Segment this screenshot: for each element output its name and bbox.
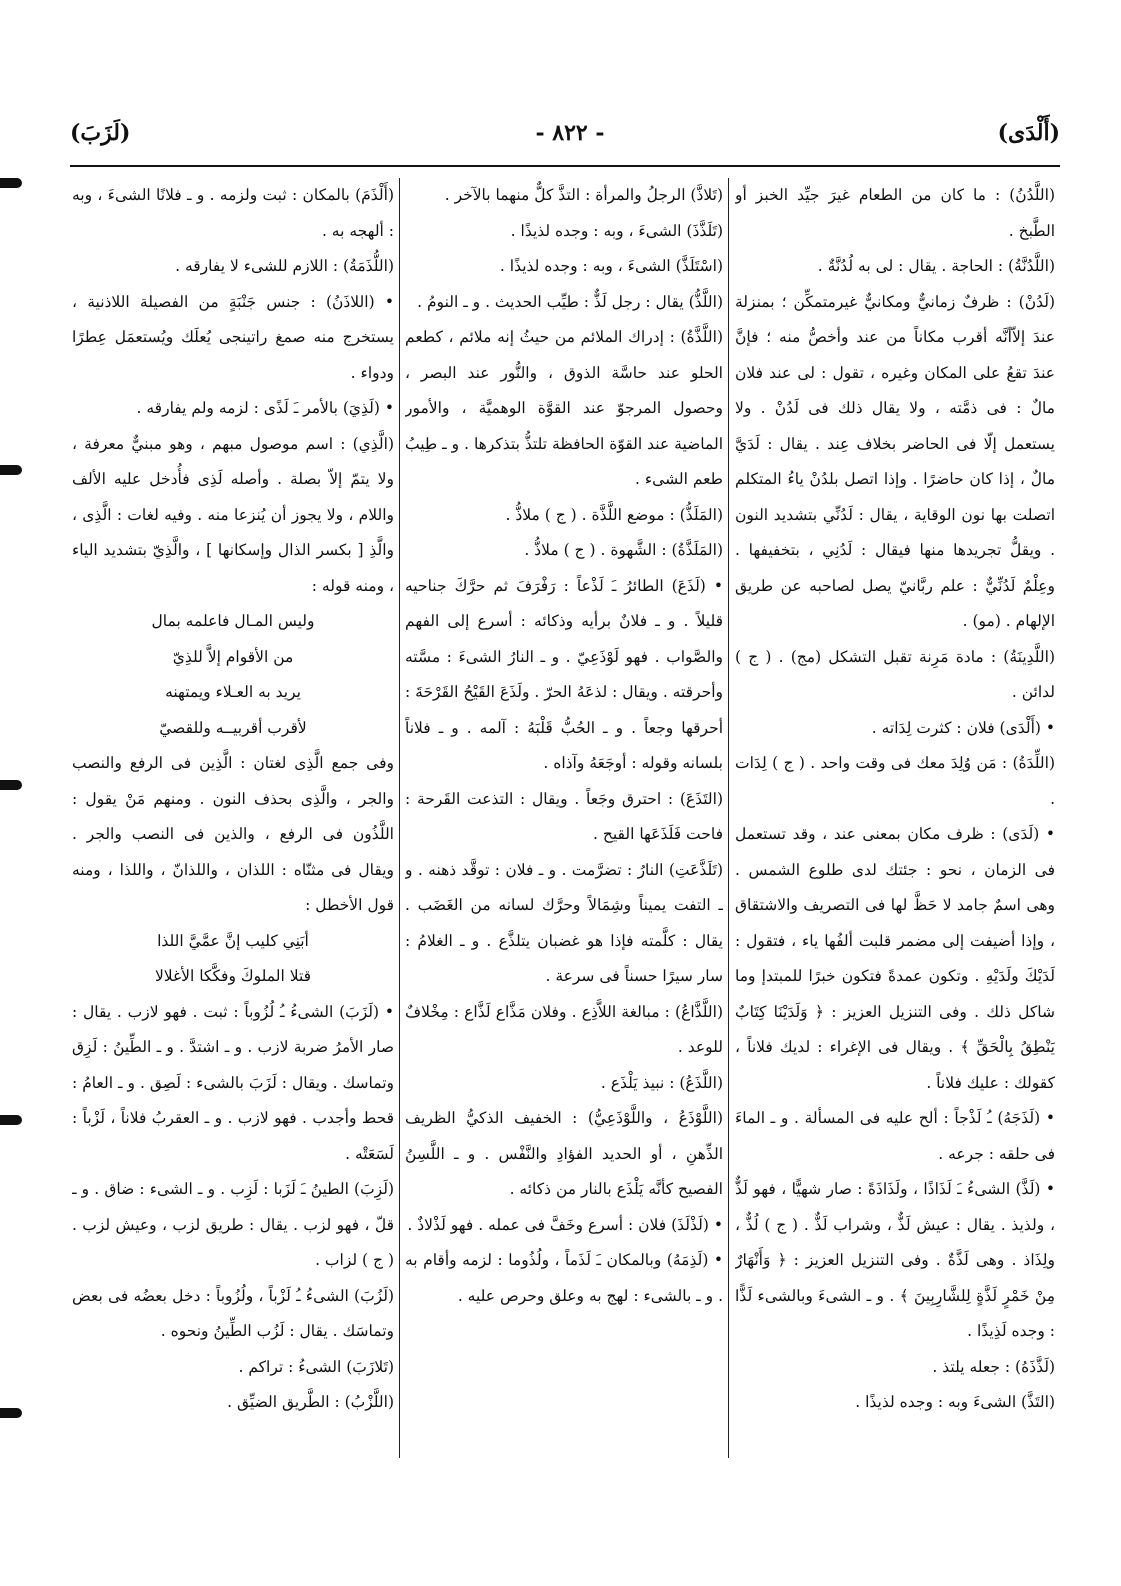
page-header xyxy=(70,120,1060,160)
dictionary-entry: • (لَذَّ) الشىءُ ـَ لَذَاذًا ، ولَذَاذَةً : صار شهيًّا ، فهو لَذٌّ ، ولذيذ . يقال : عيش لَذٌّ ، وشراب لَذٌّ . ( ج ) لُذٌّ ، ولِذَاذ . وهى لَذَّةٌ . وفى التنزيل العزيز : ﴿ وَأَنْهَارٌ مِنْ خَمْرٍ لَذَّةٍ لِلشَّارِبِينَ ﴾ . و ـ الشىءَ وبالشىء لَذًّا : وجده لَذِيذًا . xyxy=(735,1180,1055,1340)
dictionary-entry: (اللُّذَمَةُ) : اللازم للشىء لا يفارقه . xyxy=(175,257,394,275)
column-right xyxy=(735,178,1055,1568)
dictionary-entry: (تَلَذَّذَ) الشىءَ ، وبه : وجده لذيذًا . xyxy=(510,221,723,240)
dictionary-entry: • (لَذَعَ) الطائرُ ـَ لَذْعاً : رَفْرَفَ ثم حرَّكَ جناحيه قليلاً . و ـ فلانٌ برأيه وذكائه : أسرع إلى الفهم والصَّواب . فهو لَوْذَعِيّ . و ـ النارُ الشىءَ : مسَّته وأحرقته . ويقال : لذعَهُ الحرّ . ولَذَعَ القَيْحُ القَرْحَةَ : أحرقها وجعاً . و ـ الحُبُّ قَلْبَهُ : آلمه . و ـ فلاناً بلسانه وقوله : أوجَعَهُ وآذاه . xyxy=(405,576,723,772)
dictionary-entry: وفى جمع الَّذِى لغتان : الَّذِين فى الرفع والنصب والجر ، والَّذِى بحذف النون . ومنهم مَنْ يقول : اللَّذُون فى الرفع ، والذين فى النصب والجر . ويقال فى مثنّاه : اللذان ، واللذانّ ، واللذا ، ومنه قول الأخطل : xyxy=(72,754,394,914)
poem-verse: يريد به العـلاء ويمتهنه xyxy=(165,683,301,701)
dictionary-entry: (اللِّدَةُ) : مَن وُلِدَ معك فى وقت واحد . ( ج ) لِدَات . xyxy=(735,754,1055,808)
dictionary-entry: (اللَّذَعُ) : نبيذ يَلْذَع . xyxy=(600,1073,723,1092)
dictionary-entry: (تَلازَبَ) الشىءُ : تراكم . xyxy=(238,1357,394,1376)
header-right-word: (أَلْدَى) xyxy=(997,120,1060,146)
poem-verse: قتلا الملوكَ وفكَّكا الأغلالا xyxy=(154,967,312,985)
margin-mark xyxy=(0,465,22,475)
column-middle xyxy=(405,178,723,1568)
poem-verse: من الأقوام إلاَّ للذِيّ xyxy=(172,647,294,666)
dictionary-entry: (اسْتَلَذَّ) الشىءَ ، وبه : وجده لذيذًا . xyxy=(499,257,723,275)
dictionary-entry: (تَلاذَّ) الرجلُ والمرأة : التذَّ كلٌّ منهما بالآخر . xyxy=(444,186,723,204)
dictionary-entry: (المَلَذَّةُ) : الشَّهوة . ( ج ) ملاذُّ . xyxy=(524,541,723,559)
margin-mark xyxy=(0,780,22,790)
column-divider-left xyxy=(399,178,400,1458)
page-number: - ٨٢٢ - xyxy=(535,120,605,146)
dictionary-entry: • (أَلْدَى) فلان : كثرت لِدَاته . xyxy=(871,718,1055,737)
dictionary-entry: (اللَّذَّةُ) : إدراك الملائم من حيثُ إنه ملائم ، كطعم الحلو عند حاسَّة الذوق ، والنُّور عند البصر ، وحصول المرجوّ عند القوَّة الوهميَّة ، والأمور الماضية عند القوّة الحافظة تلتذُّ بتذكرها . و ـ طِيبُ طعم الشىء . xyxy=(405,328,723,488)
dictionary-entry: (اللَّذُّ) يقال : رجل لَذٌّ : طيِّب الحديث . و ـ النومُ . xyxy=(417,292,723,311)
dictionary-entry: (الَّذِي) : اسم موصول مبهم ، وهو مبنيٌّ معرفة ، ولا يتمّ إلاّ بصلة . وأصله لَذِى فأُدخل عليه الألف واللام ، ولا يجوز أن يُنزعا منه . وفيه لغات : الَّذِى ، والَّذِ [ بكسر الذال وإسكانها ] ، والَّذِيّ بتشديد الياء ، ومنه قوله : xyxy=(72,434,394,595)
dictionary-entry: • (لَذْلَذَ) فلان : أسرع وخَفَّ فى عمله . فهو لَذْلاذٌ . xyxy=(407,1215,723,1234)
dictionary-entry: (التَذَعَ) : احترق وجَعاً . ويقال : التذعت القَرحة : فاحت فَلَذَعَها القيح . xyxy=(405,789,723,843)
column-left xyxy=(72,178,394,1568)
header-left-word: (لَزَبَ) xyxy=(70,120,131,146)
dictionary-entry: (لَزُبَ) الشىءُ ـُ لَزْباً ، ولُزُوباً : دخل بعضُه فى بعض وتماسَك . يقال : لَزُب الطِّينُ ونحوه . xyxy=(72,1286,394,1340)
header-rule xyxy=(70,165,1060,167)
dictionary-entry: (اللَّذَّاعُ) : مبالغة اللاَّذِع . وفلان مَذَّاع لَذَّاع : مِخْلافٌ للوعد . xyxy=(405,1002,723,1056)
column-divider-right xyxy=(728,178,729,1458)
dictionary-entry: (اللَّوْذَعُ ، واللَّوْذَعِيُّ) : الخفيف الذكيُّ الظريف الذِّهنِ ، أو الحديد الفؤادِ والنَّفْس . و ـ اللَّسِنُ الفصيح كأنَّه يَلْذَع بالنار من ذكائه . xyxy=(405,1109,723,1198)
dictionary-entry: (اللَّدُنَّةُ) : الحاجة . يقال : لى به لُدُنَّةٌ . xyxy=(817,257,1055,275)
dictionary-entry: • (لَذِيَ) بالأمر ـَ لَذًى : لزمه ولم يفارقه . xyxy=(136,399,394,417)
margin-mark xyxy=(0,178,22,188)
dictionary-entry: (التَذَّ) الشىءَ وبه : وجده لذيذًا . xyxy=(855,1393,1055,1411)
dictionary-entry: (المَلَذُّ) : موضع اللَّذَّة . ( ج ) ملاذُّ . xyxy=(505,505,723,524)
margin-mark xyxy=(0,1408,22,1418)
margin-mark xyxy=(0,1115,22,1125)
dictionary-entry: • (لَذِمَهُ) وبالمكان ـَ لَذَماً ، ولُذُوما : لزمه وأقام به . و ـ بالشىء : لهج به وعلق وحرص عليه . xyxy=(405,1251,723,1305)
dictionary-entry: • (اللاذَنُ) : جنس جَنْبَةٍ من الفصيلة اللاذنية ، يستخرج منه صمغ راتينجى يُعلَك ويُستعمَل عِطرًا ودواء . xyxy=(72,292,394,382)
poem-verse: لأقرب أقربيــه وللقصيّ xyxy=(159,718,307,737)
dictionary-entry: (تَلَذَّعَتِ) النارُ : تضرَّمت . و ـ فلان : توقَّد ذهنه . و ـ التفت يميناً وشِمَالاً وحرَّك لسانه من الغَضَب . يقال : كلَّمته فإذا هو غضبان يتلذَّع . و ـ الغلامُ : سار سيرًا حسناً فى سرعة . xyxy=(405,860,723,985)
dictionary-entry: • (لَزَبَ) الشىءُ ـُ لُزُوباً : ثبت . فهو لازب . يقال : صار الأمرُ ضربة لازب . و ـ اشتدَّ . و ـ الطِّينُ : لَزِق وتماسك . ويقال : لَزَبَ بالشىء : لَصِق . و ـ العامُ : قحط وأجدب . فهو لازب . و ـ العقربُ فلاناً ، لَزْباً : لَسَعَتْه . xyxy=(72,1002,394,1163)
dictionary-entry: • (لَدَى) : ظرف مكان بمعنى عند ، وقد تستعمل فى الزمان ، نحو : جئتك لدى طلوع الشمس . وهى اسمٌ جامد لا حَظَّ لها فى التصريف والاشتقاق ، وإذا أضيفت إلى مضمر قلبت ألفُها ياء ، فتقول : لَدَيْكَ ولَدَيْهِ . وتكون عمدةً فتكون خبرًا للمبتدإ وما شاكل ذلك . وفى التنزيل العزيز : ﴿ وَلَدَيْنَا كِتَابٌ يَنْطِقُ بِالْحَقِّ ﴾ . ويقال فى الإغراء : لديك فلاناً ، كقولك : عليك فلاناً . xyxy=(735,825,1055,1092)
dictionary-entry: (اللَّدُنُ) : ما كان من الطعام غيرَ جيِّد الخبز أو الطَّبخ . xyxy=(735,186,1055,240)
dictionary-entry: (اللَّدِينَةُ) : مادة مَرِنة تقبل التشكل (مج) . ( ج ) لدائن . xyxy=(735,647,1055,701)
dictionary-entry: (لَذَّذَهُ) : جعله يلتذ . xyxy=(932,1357,1055,1376)
poem-verse: وليس المـال فاعلمه بمال xyxy=(151,612,315,630)
dictionary-entry: • (لَذَجَهُ) ـُ لَذْجاً : ألح عليه فى المسألة . و ـ الماءَ فى حلقه : جرعه . xyxy=(735,1109,1055,1163)
dictionary-entry: (لَدُنْ) : ظرفٌ زمانيٌّ ومكانيٌّ غيرمتمكِّن ؛ بمنزلة عندَ إلاّأنَّه أقرب مكاناً من عند وأخصُّ منه ؛ فإنَّ عندَ تقعُ على المكان وغيره ، تقول : لى عند فلان مالٌ : فى ذمَّته ، ولا يقال ذلك فى لَدُنْ . ولا يستعمل إلّا فى الحاضر بخلاف عِند . يقال : لَدَيَّ مالٌ ، إذا كان حاضرًا . وإذا اتصل بلدُنْ ياءُ المتكلم اتصلت بها نون الوقاية ، يقال : لَدُنِّي بتشديد النون . ويقلُّ تجريدها منها فيقال : لَدُنِي ، بتخفيفها . وعِلْمٌ لَدُنِّيٌّ : علم ربَّانيّ يصل لصاحبه عن طريق الإلهام . (مو) . xyxy=(735,292,1055,630)
dictionary-entry: (أَلْذَمَ) بالمكان : ثبت ولزمه . و ـ فلانًا الشىءَ ، وبه : ألهجه به . xyxy=(72,186,394,240)
dictionary-entry: (لَزِبَ) الطينُ ـَ لَزَبا : لَزِب . و ـ الشىء : ضاق . و ـ قلّ ، فهو لزب . يقال : طريق لزب ، وعيش لزب . ( ج ) لزاب . xyxy=(72,1180,394,1269)
poem-verse: أبَنِي كليب إنَّ عمَّيَّ اللذا xyxy=(157,931,309,950)
dictionary-entry: (اللَّزْبُ) : الطَّريق الضيِّق . xyxy=(227,1393,394,1411)
